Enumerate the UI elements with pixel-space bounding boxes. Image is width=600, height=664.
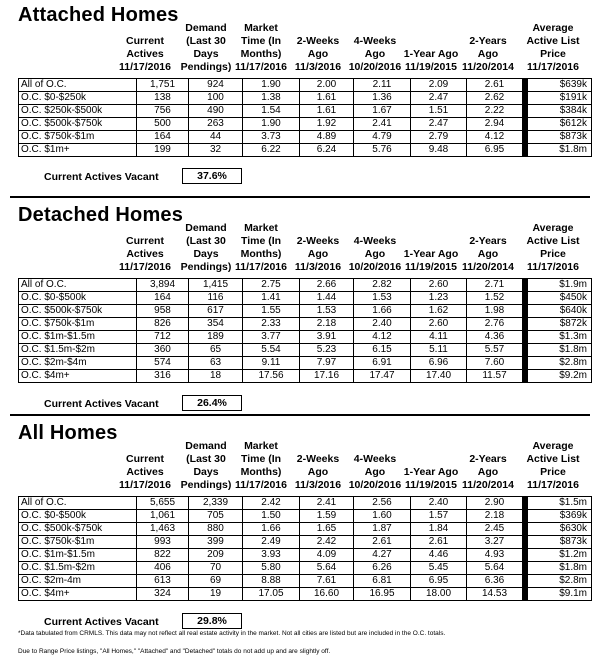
cell-mt: 17.05	[243, 588, 300, 601]
section-divider	[10, 196, 590, 198]
cell-mt: 1.90	[243, 118, 300, 131]
cell-y1: 5.11	[411, 344, 467, 357]
cell-w4: 6.26	[354, 562, 411, 575]
data-table	[18, 496, 592, 601]
row-label: O.C. $4m+	[19, 370, 137, 383]
cell-dem: 209	[189, 549, 243, 562]
row-label: All of O.C.	[19, 279, 137, 292]
cell-w4: 2.41	[354, 118, 411, 131]
table-row	[19, 105, 592, 118]
cell-price: $872k	[528, 318, 592, 331]
cell-y1: 17.40	[411, 370, 467, 383]
cell-cur: 756	[137, 105, 189, 118]
cell-dem: 63	[189, 357, 243, 370]
cell-cur: 993	[137, 536, 189, 549]
cell-w4: 6.91	[354, 357, 411, 370]
cell-y1: 1.51	[411, 105, 467, 118]
cell-price: $1.9m	[528, 279, 592, 292]
column-header-two_years: 2-Years Ago 11/20/2014	[462, 453, 514, 491]
table-row	[19, 131, 592, 144]
cell-mt: 1.54	[243, 105, 300, 118]
cell-y1: 2.09	[411, 79, 467, 92]
cell-price: $2.8m	[528, 357, 592, 370]
cell-w4: 4.27	[354, 549, 411, 562]
cell-y2: 2.94	[467, 118, 523, 131]
cell-mt: 2.49	[243, 536, 300, 549]
cell-mt: 5.54	[243, 344, 300, 357]
cell-dem: 880	[189, 523, 243, 536]
row-label: O.C. $250k-$500k	[19, 105, 137, 118]
cell-w2: 2.66	[300, 279, 354, 292]
table-row	[19, 331, 592, 344]
row-label: O.C. $4m+	[19, 588, 137, 601]
cell-w4: 1.66	[354, 305, 411, 318]
cell-y2: 6.36	[467, 575, 523, 588]
row-label: O.C. $1m-$1.5m	[19, 549, 137, 562]
footnote-2: Due to Range Price listings, "All Homes," "Attached" and "Detached" totals do not add up and are slightly off.	[18, 648, 331, 655]
cell-dem: 65	[189, 344, 243, 357]
cell-dem: 617	[189, 305, 243, 318]
cell-w2: 5.23	[300, 344, 354, 357]
cell-mt: 5.80	[243, 562, 300, 575]
cell-w4: 4.12	[354, 331, 411, 344]
cell-w4: 5.76	[354, 144, 411, 157]
cell-dem: 354	[189, 318, 243, 331]
cell-cur: 164	[137, 131, 189, 144]
cell-w2: 1.65	[300, 523, 354, 536]
cell-w2: 1.44	[300, 292, 354, 305]
cell-mt: 2.42	[243, 497, 300, 510]
cell-cur: 316	[137, 370, 189, 383]
column-header-two_weeks: 2-Weeks Ago 11/3/2016	[294, 35, 342, 73]
cell-y2: 14.53	[467, 588, 523, 601]
cell-cur: 164	[137, 292, 189, 305]
section-0	[0, 0, 600, 196]
column-header-two_weeks: 2-Weeks Ago 11/3/2016	[294, 453, 342, 491]
column-header-current: Current Actives 11/17/2016	[119, 235, 171, 273]
section-title: Attached Homes	[18, 4, 179, 26]
data-table	[18, 78, 592, 157]
row-label: O.C. $750k-$1m	[19, 536, 137, 549]
cell-w4: 2.56	[354, 497, 411, 510]
cell-w4: 1.36	[354, 92, 411, 105]
cell-w2: 1.53	[300, 305, 354, 318]
cell-w4: 4.79	[354, 131, 411, 144]
cell-w4: 2.40	[354, 318, 411, 331]
cell-w2: 7.97	[300, 357, 354, 370]
cell-cur: 712	[137, 331, 189, 344]
column-header-market: Market Time (In Months) 11/17/2016	[235, 440, 287, 491]
table-row	[19, 144, 592, 157]
cell-cur: 3,894	[137, 279, 189, 292]
cell-cur: 574	[137, 357, 189, 370]
column-header-one_year: 1-Year Ago 11/19/2015	[403, 248, 459, 273]
section-2	[0, 414, 600, 628]
cell-mt: 8.88	[243, 575, 300, 588]
cell-mt: 1.38	[243, 92, 300, 105]
cell-dem: 490	[189, 105, 243, 118]
cell-price: $384k	[528, 105, 592, 118]
cell-w4: 2.61	[354, 536, 411, 549]
table-row	[19, 549, 592, 562]
column-header-market: Market Time (In Months) 11/17/2016	[235, 22, 287, 73]
column-header-two_years: 2-Years Ago 11/20/2014	[462, 235, 514, 273]
cell-price: $630k	[528, 523, 592, 536]
column-header-market: Market Time (In Months) 11/17/2016	[235, 222, 287, 273]
cell-w2: 2.00	[300, 79, 354, 92]
cell-y1: 1.62	[411, 305, 467, 318]
cell-w2: 16.60	[300, 588, 354, 601]
cell-w4: 1.53	[354, 292, 411, 305]
table-row	[19, 510, 592, 523]
cell-w4: 6.15	[354, 344, 411, 357]
cell-dem: 44	[189, 131, 243, 144]
cell-cur: 406	[137, 562, 189, 575]
cell-cur: 1,463	[137, 523, 189, 536]
cell-cur: 360	[137, 344, 189, 357]
cell-y1: 2.60	[411, 279, 467, 292]
cell-w4: 1.60	[354, 510, 411, 523]
cell-y1: 18.00	[411, 588, 467, 601]
cell-dem: 100	[189, 92, 243, 105]
vacant-value: 26.4%	[182, 395, 242, 411]
vacant-label: Current Actives Vacant	[44, 398, 159, 410]
row-label: O.C. $0-$250k	[19, 92, 137, 105]
cell-y1: 4.46	[411, 549, 467, 562]
cell-dem: 705	[189, 510, 243, 523]
cell-y2: 2.45	[467, 523, 523, 536]
cell-mt: 17.56	[243, 370, 300, 383]
column-header-demand: Demand (Last 30 Days Pendings)	[180, 440, 232, 491]
column-header-price: Average Active List Price 11/17/2016	[526, 22, 580, 73]
table-row	[19, 357, 592, 370]
cell-y2: 7.60	[467, 357, 523, 370]
cell-y2: 2.18	[467, 510, 523, 523]
cell-w2: 4.89	[300, 131, 354, 144]
column-header-four_weeks: 4-Weeks Ago 10/20/2016	[348, 235, 402, 273]
cell-dem: 70	[189, 562, 243, 575]
vacant-value: 29.8%	[182, 613, 242, 629]
cell-price: $450k	[528, 292, 592, 305]
column-header-current: Current Actives 11/17/2016	[119, 453, 171, 491]
cell-mt: 1.50	[243, 510, 300, 523]
table-row	[19, 318, 592, 331]
cell-w2: 6.24	[300, 144, 354, 157]
cell-price: $9.2m	[528, 370, 592, 383]
row-label: All of O.C.	[19, 79, 137, 92]
cell-y1: 2.79	[411, 131, 467, 144]
cell-price: $639k	[528, 79, 592, 92]
section-1	[0, 196, 600, 410]
column-header-current: Current Actives 11/17/2016	[119, 35, 171, 73]
vacant-value: 37.6%	[182, 168, 242, 184]
cell-cur: 1,061	[137, 510, 189, 523]
cell-price: $640k	[528, 305, 592, 318]
cell-y1: 4.11	[411, 331, 467, 344]
table-row	[19, 292, 592, 305]
column-header-demand: Demand (Last 30 Days Pendings)	[180, 222, 232, 273]
row-label: O.C. $1.5m-$2m	[19, 562, 137, 575]
cell-cur: 500	[137, 118, 189, 131]
cell-y2: 1.98	[467, 305, 523, 318]
cell-cur: 324	[137, 588, 189, 601]
cell-w2: 1.59	[300, 510, 354, 523]
table-row	[19, 536, 592, 549]
cell-w2: 1.92	[300, 118, 354, 131]
cell-mt: 6.22	[243, 144, 300, 157]
cell-price: $612k	[528, 118, 592, 131]
cell-mt: 1.90	[243, 79, 300, 92]
column-header-one_year: 1-Year Ago 11/19/2015	[403, 466, 459, 491]
cell-y1: 2.60	[411, 318, 467, 331]
cell-w4: 16.95	[354, 588, 411, 601]
cell-y2: 4.12	[467, 131, 523, 144]
cell-w4: 1.87	[354, 523, 411, 536]
cell-y2: 2.90	[467, 497, 523, 510]
cell-dem: 924	[189, 79, 243, 92]
cell-dem: 116	[189, 292, 243, 305]
cell-dem: 69	[189, 575, 243, 588]
cell-w4: 2.82	[354, 279, 411, 292]
cell-y2: 2.61	[467, 79, 523, 92]
row-label: O.C. $0-$500k	[19, 510, 137, 523]
cell-dem: 19	[189, 588, 243, 601]
cell-y2: 1.52	[467, 292, 523, 305]
cell-price: $1.8m	[528, 344, 592, 357]
row-label: O.C. $500k-$750k	[19, 305, 137, 318]
cell-y2: 4.36	[467, 331, 523, 344]
cell-price: $873k	[528, 131, 592, 144]
cell-w2: 7.61	[300, 575, 354, 588]
cell-y1: 1.57	[411, 510, 467, 523]
cell-dem: 2,339	[189, 497, 243, 510]
cell-dem: 1,415	[189, 279, 243, 292]
cell-mt: 3.73	[243, 131, 300, 144]
section-title: Detached Homes	[18, 204, 184, 226]
row-label: O.C. $0-$500k	[19, 292, 137, 305]
row-label: O.C. $2m-4m	[19, 575, 137, 588]
cell-price: $1.3m	[528, 331, 592, 344]
table-row	[19, 79, 592, 92]
row-label: O.C. $2m-$4m	[19, 357, 137, 370]
cell-w2: 1.61	[300, 105, 354, 118]
row-label: O.C. $500k-$750k	[19, 523, 137, 536]
table-row	[19, 92, 592, 105]
cell-w4: 2.11	[354, 79, 411, 92]
cell-w2: 2.41	[300, 497, 354, 510]
cell-cur: 613	[137, 575, 189, 588]
cell-y1: 2.40	[411, 497, 467, 510]
cell-w2: 2.42	[300, 536, 354, 549]
section-title: All Homes	[18, 422, 118, 444]
table-row	[19, 370, 592, 383]
row-label: O.C. $1.5m-$2m	[19, 344, 137, 357]
column-header-four_weeks: 4-Weeks Ago 10/20/2016	[348, 453, 402, 491]
cell-cur: 5,655	[137, 497, 189, 510]
column-header-two_years: 2-Years Ago 11/20/2014	[462, 35, 514, 73]
column-header-two_weeks: 2-Weeks Ago 11/3/2016	[294, 235, 342, 273]
cell-y1: 5.45	[411, 562, 467, 575]
table-row	[19, 305, 592, 318]
table-row	[19, 279, 592, 292]
cell-y2: 3.27	[467, 536, 523, 549]
section-divider	[10, 414, 590, 416]
cell-mt: 2.75	[243, 279, 300, 292]
cell-mt: 3.93	[243, 549, 300, 562]
cell-price: $9.1m	[528, 588, 592, 601]
cell-price: $1.2m	[528, 549, 592, 562]
cell-price: $191k	[528, 92, 592, 105]
cell-y1: 2.47	[411, 92, 467, 105]
cell-y1: 6.95	[411, 575, 467, 588]
cell-price: $1.8m	[528, 562, 592, 575]
cell-price: $1.5m	[528, 497, 592, 510]
column-header-price: Average Active List Price 11/17/2016	[526, 440, 580, 491]
cell-price: $2.8m	[528, 575, 592, 588]
cell-w2: 4.09	[300, 549, 354, 562]
table-row	[19, 523, 592, 536]
column-header-four_weeks: 4-Weeks Ago 10/20/2016	[348, 35, 402, 73]
cell-dem: 263	[189, 118, 243, 131]
cell-mt: 1.66	[243, 523, 300, 536]
row-label: O.C. $750k-$1m	[19, 131, 137, 144]
cell-cur: 138	[137, 92, 189, 105]
cell-w2: 17.16	[300, 370, 354, 383]
cell-y2: 2.62	[467, 92, 523, 105]
cell-w2: 5.64	[300, 562, 354, 575]
table-row	[19, 588, 592, 601]
cell-y2: 2.71	[467, 279, 523, 292]
cell-w4: 1.67	[354, 105, 411, 118]
cell-price: $1.8m	[528, 144, 592, 157]
cell-y2: 11.57	[467, 370, 523, 383]
cell-cur: 199	[137, 144, 189, 157]
cell-w2: 3.91	[300, 331, 354, 344]
cell-w2: 1.61	[300, 92, 354, 105]
vacant-label: Current Actives Vacant	[44, 616, 159, 628]
table-row	[19, 497, 592, 510]
cell-y2: 5.64	[467, 562, 523, 575]
cell-y2: 2.76	[467, 318, 523, 331]
row-label: O.C. $1m+	[19, 144, 137, 157]
cell-y2: 5.57	[467, 344, 523, 357]
column-header-one_year: 1-Year Ago 11/19/2015	[403, 48, 459, 73]
cell-dem: 18	[189, 370, 243, 383]
cell-y2: 2.22	[467, 105, 523, 118]
cell-cur: 958	[137, 305, 189, 318]
cell-y1: 1.84	[411, 523, 467, 536]
cell-mt: 2.33	[243, 318, 300, 331]
table-row	[19, 562, 592, 575]
cell-y1: 2.47	[411, 118, 467, 131]
cell-cur: 826	[137, 318, 189, 331]
cell-mt: 9.11	[243, 357, 300, 370]
cell-w4: 6.81	[354, 575, 411, 588]
row-label: All of O.C.	[19, 497, 137, 510]
column-header-price: Average Active List Price 11/17/2016	[526, 222, 580, 273]
row-label: O.C. $750k-$1m	[19, 318, 137, 331]
cell-cur: 1,751	[137, 79, 189, 92]
cell-mt: 1.41	[243, 292, 300, 305]
cell-dem: 32	[189, 144, 243, 157]
footnote-1: *Data tabulated from CRMLS. This data may not reflect all real estate activity in the market. Not all cities are listed but are included in the O.C. totals.	[18, 630, 446, 637]
vacant-label: Current Actives Vacant	[44, 171, 159, 183]
cell-y1: 9.48	[411, 144, 467, 157]
cell-mt: 3.77	[243, 331, 300, 344]
cell-price: $369k	[528, 510, 592, 523]
column-header-demand: Demand (Last 30 Days Pendings)	[180, 22, 232, 73]
table-row	[19, 118, 592, 131]
cell-dem: 189	[189, 331, 243, 344]
cell-w2: 2.18	[300, 318, 354, 331]
cell-dem: 399	[189, 536, 243, 549]
cell-y1: 1.23	[411, 292, 467, 305]
cell-y2: 4.93	[467, 549, 523, 562]
cell-w4: 17.47	[354, 370, 411, 383]
cell-y1: 2.61	[411, 536, 467, 549]
table-row	[19, 344, 592, 357]
cell-y2: 6.95	[467, 144, 523, 157]
cell-mt: 1.55	[243, 305, 300, 318]
cell-cur: 822	[137, 549, 189, 562]
row-label: O.C. $500k-$750k	[19, 118, 137, 131]
cell-y1: 6.96	[411, 357, 467, 370]
row-label: O.C. $1m-$1.5m	[19, 331, 137, 344]
data-table	[18, 278, 592, 383]
table-row	[19, 575, 592, 588]
cell-price: $873k	[528, 536, 592, 549]
